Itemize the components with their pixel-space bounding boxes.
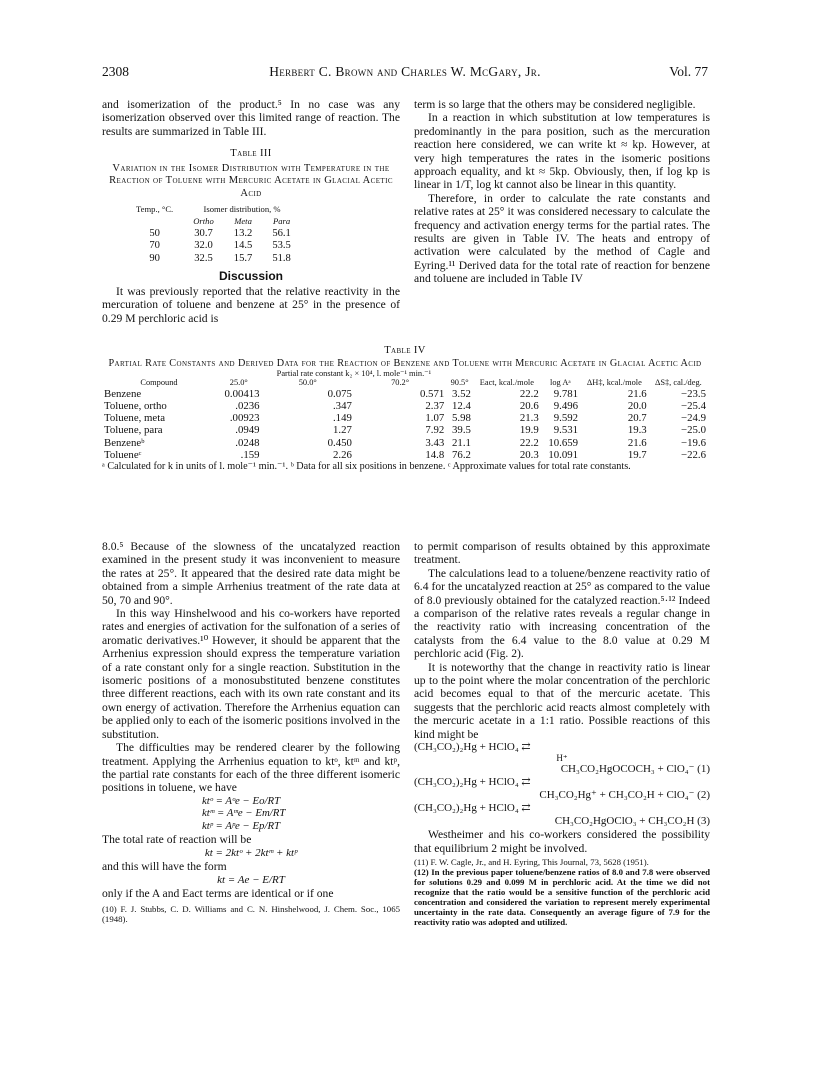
- table-cell: 9.592: [553, 412, 579, 425]
- table-cell: 53.5: [272, 240, 291, 252]
- table-cell: Tolueneᶜ: [104, 448, 142, 461]
- table3-caption: Variation in the Isomer Distribution with Temperature in the Reaction of Toluene with Mercuric Acetate in Glacial Acetic Acid: [109, 162, 393, 199]
- table-cell: 20.3: [519, 448, 539, 461]
- table-cell: 9.531: [553, 424, 579, 437]
- table-row: [126, 240, 301, 253]
- table-cell: −22.6: [681, 448, 706, 461]
- table-cell: Toluene, para: [104, 424, 163, 437]
- table3-col: Para: [272, 216, 291, 227]
- table3-head-group: Isomer distribution, %: [203, 203, 281, 214]
- equation: kt = Ae − E/RT: [217, 874, 285, 887]
- paragraph: The total rate of reaction will be: [102, 832, 252, 846]
- table-cell: 9.496: [553, 399, 579, 412]
- table-cell: 19.3: [627, 424, 647, 437]
- table-cell: 56.1: [272, 227, 291, 239]
- table3-col: Meta: [234, 216, 252, 227]
- table3-head-temp: Temp., °C.: [136, 203, 174, 214]
- table4-footnote: ᵃ Calculated for k in units of l. mole⁻¹ min.⁻¹. ᵇ Data for all six positions in benzene. ᶜ Approximate values for total rate constants.: [102, 461, 631, 472]
- table4-col: Eact, kcal./mole: [479, 377, 534, 387]
- table-cell: 21.6: [627, 436, 647, 449]
- table4: [102, 370, 708, 461]
- reference-12: (12) In the previous paper toluene/benzene ratios of 8.0 and 7.8 were observed for solutions 0.29 and 0.099 M in perchloric acid. At the time we did not recognize that the ratio would be a sensitive function of the perchloric acid concentration and considered the variation to represent merely experimental uncertainty in the rate data. Consequently an average figure of 7.9 for the reactivity ratio was adopted and utilized.: [414, 866, 710, 927]
- paragraph: and isomerization of the product.⁵ In no case was any isomerization observed over this limited range of reaction. The results are summarized in Table III.: [102, 98, 400, 138]
- right-column-bottom: [414, 540, 710, 927]
- table-cell: 30.7: [194, 227, 213, 239]
- table3-col: Ortho: [193, 216, 214, 227]
- table-cell: 3.52: [452, 387, 471, 400]
- table-cell: 9.781: [553, 387, 579, 400]
- equation: ktᵒ = Aᵒe − Eo/RT: [202, 794, 281, 807]
- paragraph: It was previously reported that the relative reactivity in the mercuration of toluene and benzene at 25° in the presence of 0.29 M perchloric acid is: [102, 284, 400, 325]
- table-cell: .149: [332, 412, 352, 425]
- reference-10: (10) F. J. Stubbs, C. D. Williams and C. N. Hinshelwood, J. Chem. Soc., 1065 (1948).: [102, 903, 400, 924]
- paragraph: to permit comparison of results obtained by this approximate treatment.: [414, 540, 710, 567]
- table-cell: −25.4: [681, 399, 706, 412]
- section-heading: Discussion: [218, 268, 284, 283]
- table-cell: Toluene, ortho: [104, 399, 167, 412]
- table-cell: 14.8: [425, 448, 445, 461]
- table-cell: .0236: [235, 399, 260, 412]
- table-cell: −23.5: [681, 387, 706, 400]
- table-cell: 76.2: [452, 448, 471, 461]
- table-cell: 15.7: [233, 252, 253, 264]
- table-cell: 2.37: [425, 399, 445, 412]
- reaction-catalyst: H⁺: [556, 753, 568, 764]
- table-cell: 70: [149, 240, 160, 252]
- table-cell: 0.075: [327, 387, 352, 400]
- running-header: [102, 64, 708, 82]
- left-column-top: [102, 98, 400, 325]
- table-row: [102, 437, 708, 449]
- table-row: [102, 400, 708, 412]
- table-cell: 0.450: [327, 436, 352, 449]
- paragraph: The calculations lead to a toluene/benzene reactivity ratio of 6.4 for the uncatalyzed reaction at 25° as compared to the value of 8.0 previously obtained for the catalyzed reaction.⁵·¹² Indeed a comparison of the relative rates reveals a regular change in the reactivity ratio with increasing concentration of the catalysts from the 6.4 value to the 8.0 value at 0.29 M perchloric acid (Fig. 2).: [414, 566, 710, 661]
- table-row: [102, 412, 708, 424]
- table-cell: −24.9: [681, 412, 706, 425]
- right-column-top: [414, 98, 710, 286]
- table-cell: .347: [332, 399, 352, 412]
- table-row: [102, 449, 708, 461]
- table-cell: 20.6: [519, 399, 539, 412]
- table-cell: 21.6: [627, 387, 647, 400]
- page-number: 2308: [102, 64, 129, 79]
- table4-col: Compound: [140, 377, 178, 387]
- table-cell: 0.571: [419, 387, 445, 400]
- table-cell: 51.8: [272, 252, 291, 264]
- table-cell: 19.9: [519, 424, 539, 437]
- table-cell: .0949: [235, 424, 260, 437]
- paragraph: 8.0.⁵ Because of the slowness of the uncatalyzed reaction examined in the present study it was inconvenient to measure the rates at 25°. It appeared that the desired rate data might be obtained from a simple Arrhenius treatment of the rate data at 50, 70 and 90°.: [102, 540, 400, 607]
- table-cell: 21.1: [452, 436, 471, 449]
- table4-col: 25.0°: [229, 377, 248, 387]
- reaction-products: CH₃CO₂HgOCOCH₃ + ClO₄⁻ (1): [560, 763, 710, 776]
- table-cell: 90: [149, 252, 160, 264]
- table4-title: Table IV: [384, 345, 426, 356]
- table-cell: 2.26: [332, 448, 352, 461]
- table3: [126, 203, 301, 266]
- table-row: [102, 388, 708, 400]
- paragraph: only if the A and Eact terms are identical or if one: [102, 887, 334, 901]
- paragraph: It is noteworthy that the change in reactivity ratio is linear up to the point where the molar concentration of the perchloric acid becomes equal to that of the mercuric acetate. This suggests that the perchloric acid reacts almost completely with the mercuric acetate in a 1:1 ratio. Possible reactions of this kind might be: [414, 660, 710, 741]
- table-cell: Benzeneᵇ: [104, 436, 145, 449]
- table-cell: 1.27: [332, 424, 352, 437]
- equation: ktᵖ = Aᵖe − Ep/RT: [202, 819, 281, 832]
- table4-col: 90.5°: [450, 377, 469, 387]
- table-cell: 3.43: [425, 436, 445, 449]
- reaction-2: [414, 776, 710, 802]
- table-cell: 10.091: [548, 448, 579, 461]
- table4-col: 50.0°: [298, 377, 317, 387]
- table-cell: 14.5: [233, 240, 253, 252]
- table-cell: 39.5: [452, 424, 471, 437]
- paragraph: In a reaction in which substitution at low temperatures is predominantly in the para position, such as the mercuration reaction here considered, we can write kt ≈ kp. However, at very high temperatures the rates in the isomeric positions approach equality, and kt ≈ 5kp. Obviously, then, if log kp is linear in 1/T, log kt cannot also be linear in this quantity.: [414, 111, 710, 192]
- table4-caption: Partial Rate Constants and Derived Data for the Reaction of Benzene and Toluene with Mercuric Acetate in Glacial Acetic Acid: [108, 357, 702, 369]
- table-cell: −19.6: [681, 436, 706, 449]
- table-cell: 7.92: [425, 424, 445, 437]
- running-title: Herbert C. Brown and Charles W. McGary, Jr.: [269, 64, 541, 79]
- reaction-3: [414, 802, 710, 828]
- table4-col: ΔS‡, cal./deg.: [654, 377, 702, 387]
- table-cell: Benzene: [104, 387, 142, 400]
- table-cell: 22.2: [519, 387, 539, 400]
- reaction-products: CH₃CO₂HgOClO₃ + CH₃CO₂H (3): [554, 815, 710, 828]
- equation: kt = 2ktᵒ + 2ktᵐ + ktᵖ: [204, 846, 298, 859]
- table-cell: Toluene, meta: [104, 412, 166, 425]
- left-column-bottom: [102, 540, 400, 924]
- table-cell: 10.659: [548, 436, 579, 449]
- table-cell: 50: [149, 227, 160, 239]
- table4-group-head: Partial rate constant k₂ × 10⁴, l. mole⁻¹ min.⁻¹: [276, 369, 432, 379]
- table-cell: 5.98: [452, 412, 471, 425]
- paragraph: Therefore, in order to calculate the rate constants and relative rates at 25° it was considered necessary to calculate the frequency and activation energy terms for the partial rates. The results are given in Table IV. The heats and entropy of activation were calculated by the method of Cagle and Eyring.¹¹ Derived data for the total rate of reaction for benzene and toluene are included in Table IV: [414, 191, 710, 286]
- table-cell: 12.4: [452, 399, 471, 412]
- table-cell: 21.3: [519, 412, 539, 425]
- table-cell: 20.7: [627, 412, 647, 425]
- equation: ktᵐ = Aᵐe − Em/RT: [202, 807, 286, 820]
- reaction-reactants: (CH₃CO₂)₂Hg + HClO₄ ⇄: [414, 776, 531, 789]
- table4-col: 70.2°: [391, 377, 410, 387]
- table-cell: 32.5: [194, 252, 213, 264]
- table-cell: .00923: [229, 412, 260, 425]
- table-cell: .0248: [235, 436, 260, 449]
- table-cell: 0.00413: [224, 387, 260, 400]
- reaction-1: [414, 741, 710, 776]
- table-cell: 19.7: [627, 448, 647, 461]
- paragraph: In this way Hinshelwood and his co-workers have reported rates and energies of activation for the sulfonation of a series of aromatic derivatives.¹⁰ However, it should be apparent that the Arrhenius expression should express the temperature variation of a rate constant only for a single reaction. Substitution in the isomeric positions of a monosubstituted benzene constitutes three different reactions, each with its own rate constant and its own energy of activation. Therefore the Arrhenius equation can be applied only to each of the isomeric positions involved in the substitution.: [102, 607, 400, 741]
- table4-col: ΔH‡, kcal./mole: [586, 377, 642, 387]
- reaction-products: CH₃CO₂Hg⁺ + CH₃CO₂H + ClO₄⁻ (2): [539, 789, 710, 802]
- table-cell: .159: [240, 448, 260, 461]
- table-cell: 22.2: [519, 436, 539, 449]
- table3-title: Table III: [230, 148, 272, 160]
- table-row: [126, 228, 301, 241]
- table-cell: 13.2: [233, 227, 253, 239]
- paragraph: and this will have the form: [102, 859, 227, 873]
- table-cell: −25.0: [681, 424, 706, 437]
- table-cell: 1.07: [425, 412, 445, 425]
- table4-block: [102, 345, 708, 473]
- paragraph: The difficulties may be rendered clearer by the following treatment. Applying the Arrhenius equation to ktᵒ, ktᵐ and ktᵖ, the partial rate constants for each of the three different isomeric positions in toluene, we have: [102, 741, 400, 795]
- volume-label: Vol. 77: [669, 64, 708, 79]
- table-cell: 20.0: [627, 399, 647, 412]
- reaction-reactants: (CH₃CO₂)₂Hg + HClO₄ ⇄: [414, 741, 531, 754]
- paragraph: Westheimer and his co-workers considered the possibility that equilibrium 2 might be involved.: [414, 828, 710, 855]
- reference-11: (11) F. W. Cagle, Jr., and H. Eyring, This Journal, 73, 5628 (1951).: [414, 856, 649, 867]
- table-row: [102, 424, 708, 436]
- paragraph: term is so large that the others may be considered negligible.: [414, 98, 696, 111]
- reaction-reactants: (CH₃CO₂)₂Hg + HClO₄ ⇄: [414, 802, 531, 815]
- table4-col: log Aᵃ: [550, 377, 571, 387]
- table-cell: 32.0: [194, 240, 213, 252]
- table-row: [126, 253, 301, 266]
